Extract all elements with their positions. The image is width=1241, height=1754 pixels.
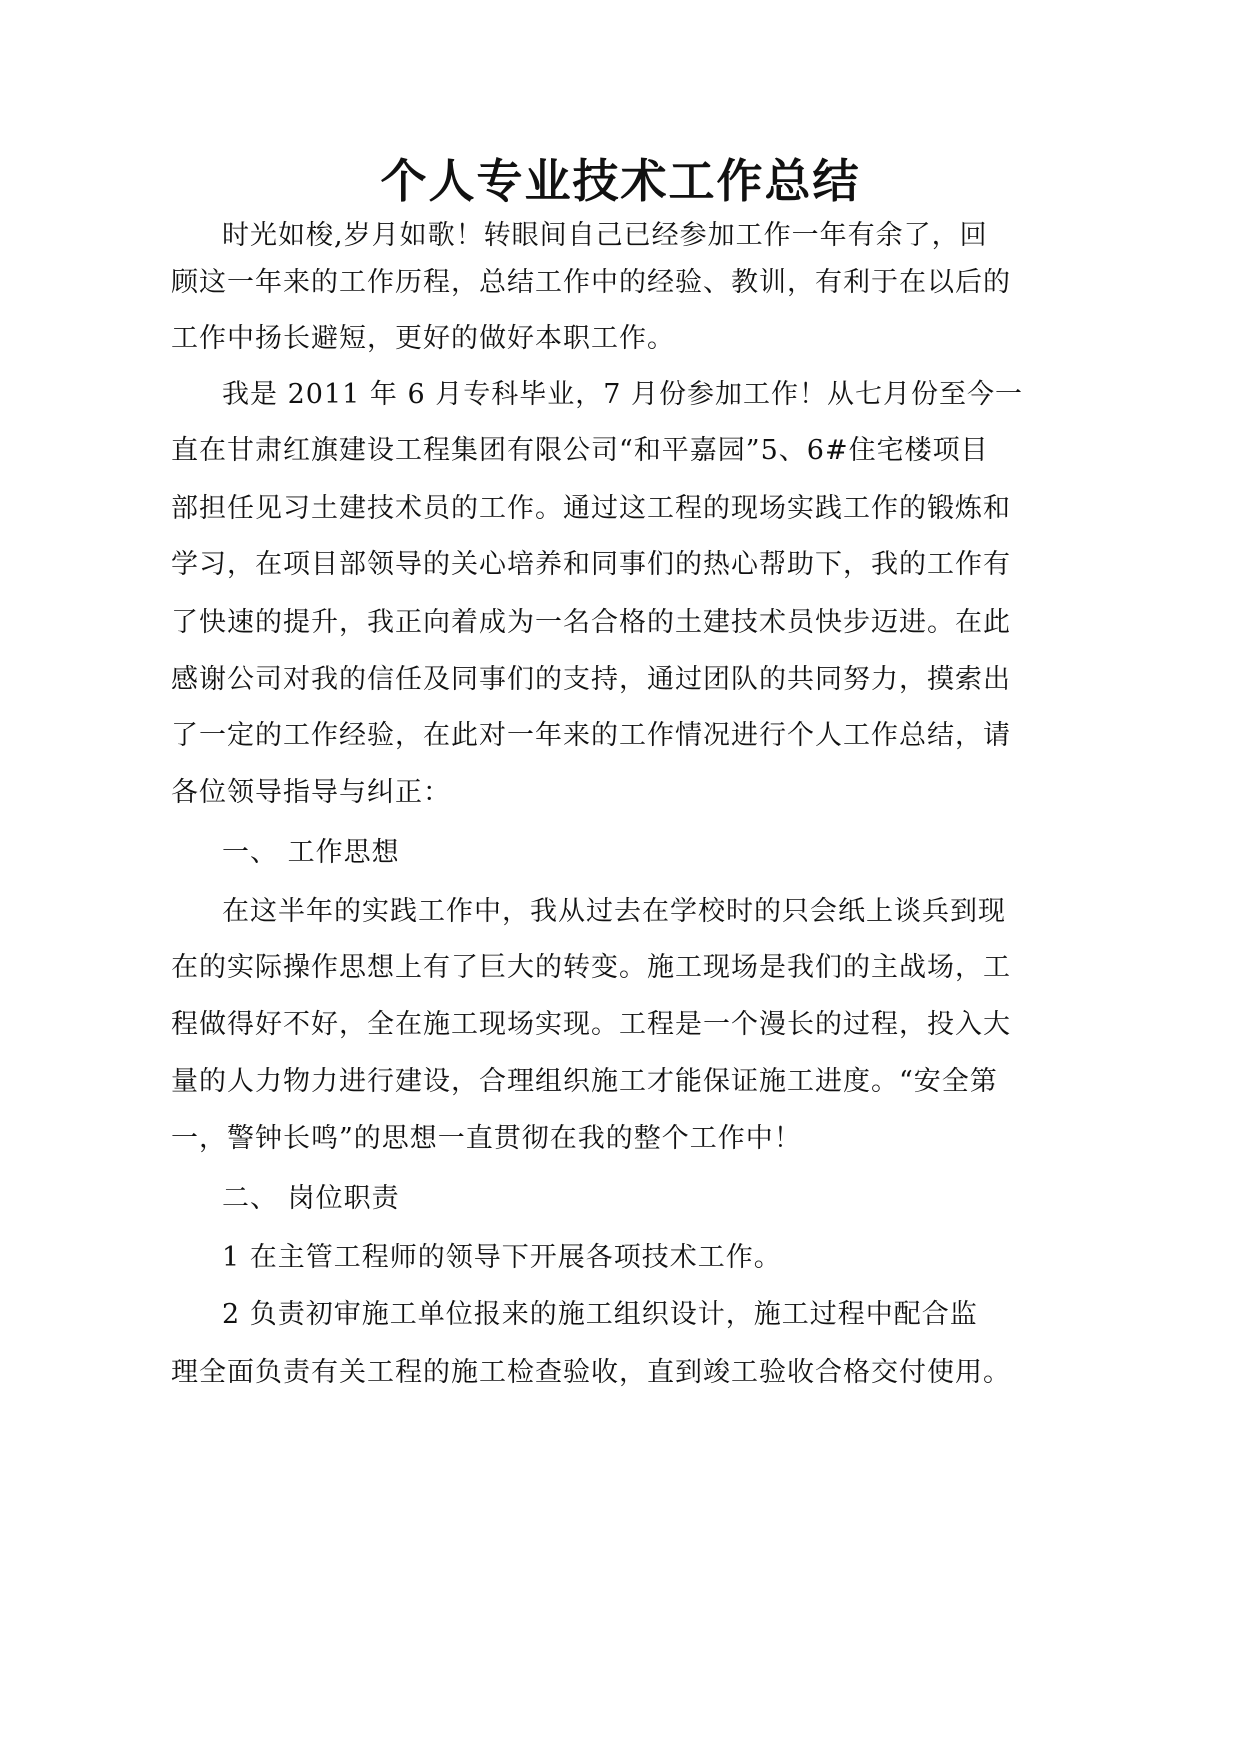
body-text-line-14: 在的实际操作思想上有了巨大的转变。施工现场是我们的主战场，工 xyxy=(171,952,1011,983)
section-heading-1 xyxy=(0,830,1241,876)
body-line-7 xyxy=(0,542,1241,588)
body-line-3 xyxy=(0,316,1241,362)
body-text-line-3: 工作中扬长避短，更好的做好本职工作。 xyxy=(171,323,675,354)
body-text-line-4: 我是 2011 年 6 月专科毕业，7 月份参加工作！从七月份至今一 xyxy=(222,379,1023,410)
body-text-line-19: 1 在主管工程师的领导下开展各项技术工作。 xyxy=(222,1242,782,1273)
body-line-4 xyxy=(0,372,1241,418)
body-text-line-5: 直在甘肃红旗建设工程集团有限公司“和平嘉园”5、6#住宅楼项目 xyxy=(171,435,989,466)
body-text-line-21: 理全面负责有关工程的施工检查验收，直到竣工验收合格交付使用。 xyxy=(171,1357,1011,1388)
body-line-2 xyxy=(0,260,1241,306)
body-line-10 xyxy=(0,713,1241,759)
body-line-14 xyxy=(0,945,1241,991)
body-text-line-13: 在这半年的实践工作中，我从过去在学校时的只会纸上谈兵到现 xyxy=(222,896,1006,927)
body-line-17 xyxy=(0,1116,1241,1162)
body-line-16 xyxy=(0,1059,1241,1105)
body-line-13 xyxy=(0,889,1241,935)
body-text-line-9: 感谢公司对我的信任及同事们的支持，通过团队的共同努力，摸索出 xyxy=(171,664,1011,695)
body-text-line-6: 部担任见习土建技术员的工作。通过这工程的现场实践工作的锻炼和 xyxy=(171,493,1011,524)
body-line-19 xyxy=(0,1235,1241,1281)
body-text-line-20: 2 负责初审施工单位报来的施工组织设计，施工过程中配合监 xyxy=(222,1299,978,1330)
body-line-1 xyxy=(0,213,1241,259)
body-text-line-8: 了快速的提升，我正向着成为一名合格的土建技术员快步迈进。在此 xyxy=(171,607,1011,638)
body-text-line-2: 顾这一年来的工作历程，总结工作中的经验、教训，有利于在以后的 xyxy=(171,267,1011,298)
body-text-line-7: 学习，在项目部领导的关心培养和同事们的热心帮助下，我的工作有 xyxy=(171,549,1011,580)
body-line-6 xyxy=(0,486,1241,532)
body-line-20 xyxy=(0,1292,1241,1338)
body-text-line-11: 各位领导指导与纠正： xyxy=(171,777,451,808)
body-line-9 xyxy=(0,657,1241,703)
body-line-11 xyxy=(0,770,1241,816)
body-text-line-16: 量的人力物力进行建设，合理组织施工才能保证施工进度。“安全第 xyxy=(171,1066,998,1097)
body-text-line-1: 时光如梭,岁月如歌！转眼间自己已经参加工作一年有余了，回 xyxy=(222,220,988,251)
body-line-8 xyxy=(0,600,1241,646)
body-text-line-15: 程做得好不好，全在施工现场实现。工程是一个漫长的过程，投入大 xyxy=(171,1009,1011,1040)
section-heading-2 xyxy=(0,1176,1241,1222)
section-heading-text-1: 一、 工作思想 xyxy=(222,837,400,868)
body-line-5 xyxy=(0,428,1241,474)
body-text-line-10: 了一定的工作经验，在此对一年来的工作情况进行个人工作总结，请 xyxy=(171,720,1011,751)
document-title: 个人专业技术工作总结 xyxy=(380,154,861,208)
body-line-21 xyxy=(0,1350,1241,1396)
body-line-15 xyxy=(0,1002,1241,1048)
body-text-line-17: 一，警钟长鸣”的思想一直贯彻在我的整个工作中！ xyxy=(171,1123,802,1154)
section-heading-text-2: 二、 岗位职责 xyxy=(222,1183,400,1214)
